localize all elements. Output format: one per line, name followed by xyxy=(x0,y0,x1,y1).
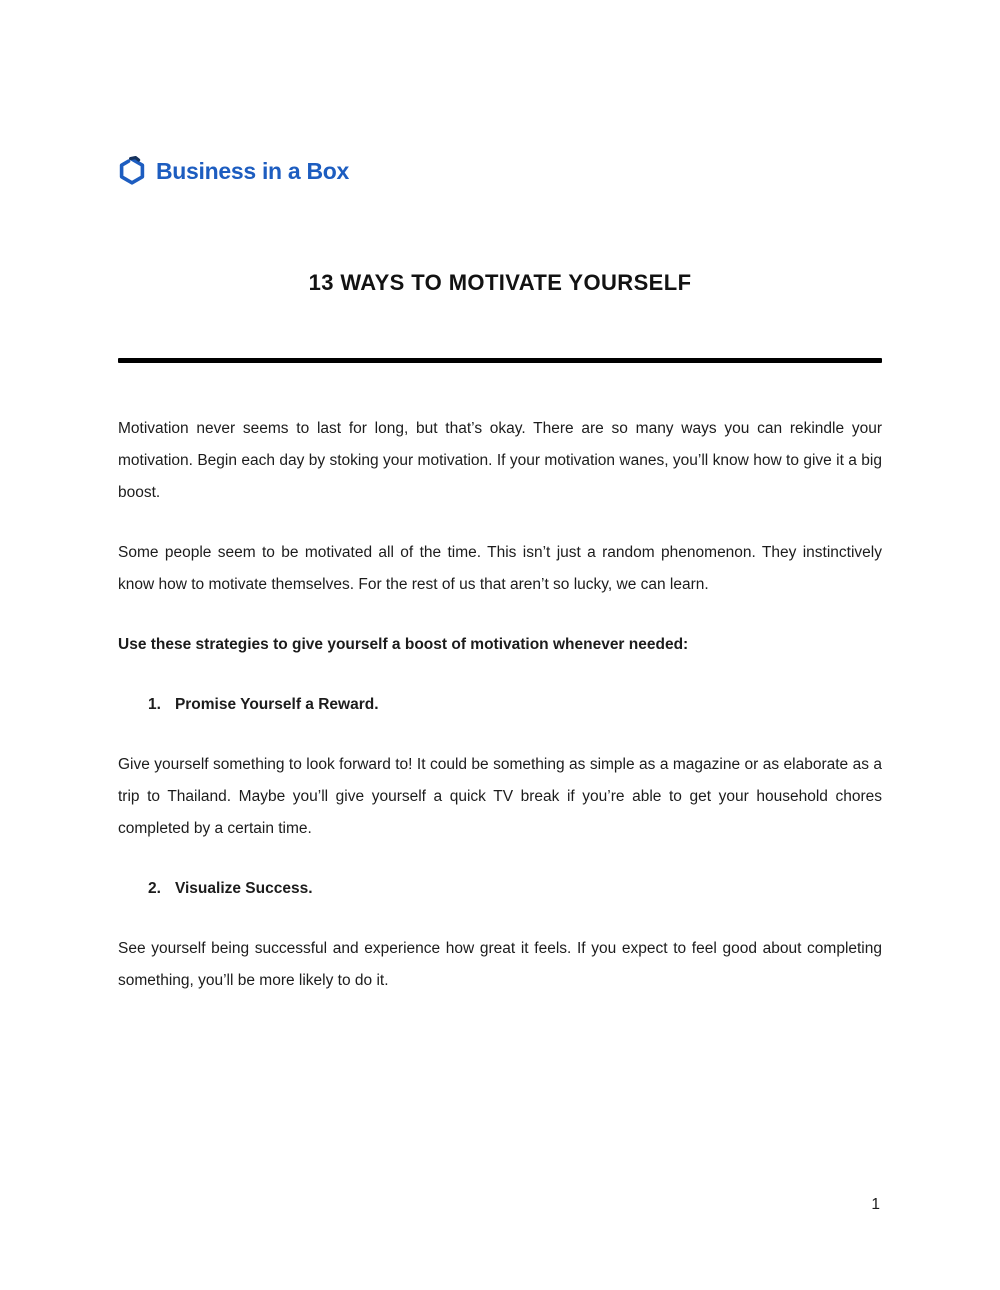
list-item-2-number: 2. xyxy=(148,880,161,897)
page-title: 13 WAYS TO MOTIVATE YOURSELF xyxy=(308,270,692,295)
page-number: 1 xyxy=(871,1196,880,1213)
list-item-2-title: Visualize Success. xyxy=(174,880,313,897)
list-item-2 xyxy=(118,873,882,905)
strategies-heading: Use these strategies to give yourself a boost of motivation whenever needed: xyxy=(118,636,689,653)
list-item-1-title: Promise Yourself a Reward. xyxy=(174,696,379,713)
list-item-2-paragraph: See yourself being successful and experience how great it feels. If you expect to feel good about completing something, you’ll be more likely to do it. xyxy=(118,940,882,989)
list-item-1-number: 1. xyxy=(148,696,161,713)
brand-logo xyxy=(118,0,882,186)
intro-paragraph-2: Some people seem to be motivated all of the time. This isn’t just a random phenomenon. They instinctively know how to motivate themselves. For the rest of us that aren’t so lucky, we can learn. xyxy=(118,544,882,593)
document-body xyxy=(118,413,882,997)
brand-logo-text: Business in a Box xyxy=(156,157,350,184)
list-item-1 xyxy=(118,689,882,721)
business-in-a-box-logo-icon xyxy=(118,156,146,186)
list-item-1-paragraph: Give yourself something to look forward to! It could be something as simple as a magazine or as elaborate as a trip to Thailand. Maybe you’ll give yourself a quick TV break if you’re able to get your household chores completed by a certain time. xyxy=(118,756,882,837)
divider-rule xyxy=(118,358,882,363)
intro-paragraph-1: Motivation never seems to last for long, but that’s okay. There are so many ways you can rekindle your motivation. Begin each day by stoking your motivation. If your motivation wanes, you’ll know how to give it a big boost. xyxy=(118,420,882,501)
